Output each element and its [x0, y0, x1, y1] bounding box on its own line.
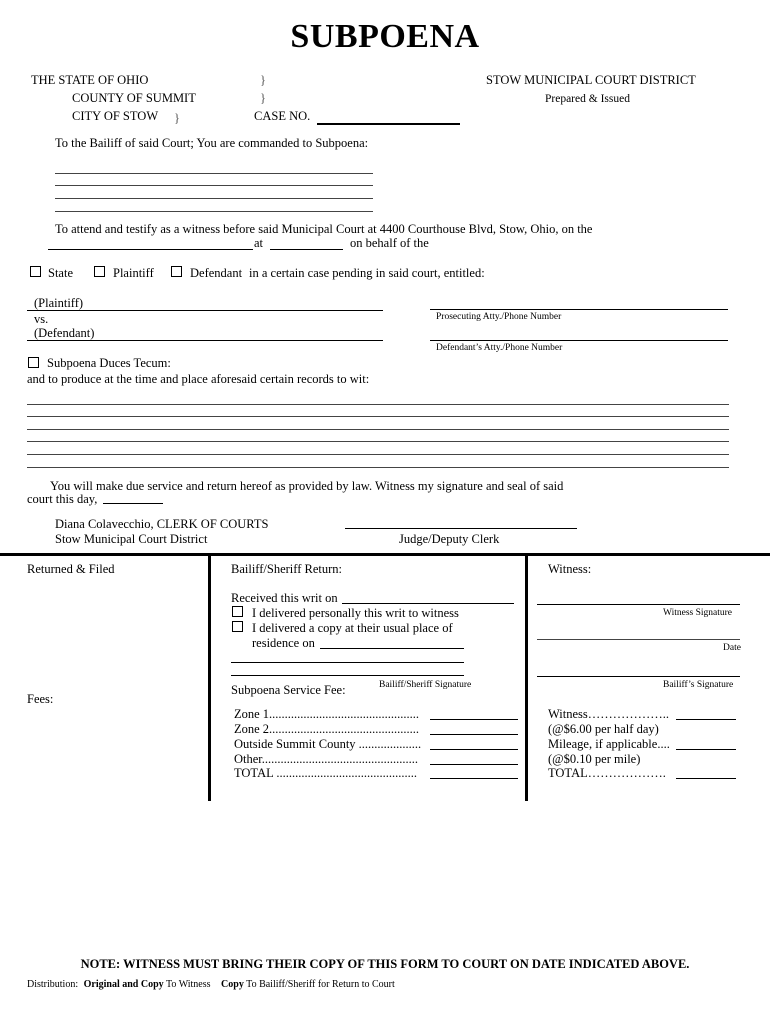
- clerk-name: Diana Colavecchio, CLERK OF COURTS: [55, 517, 269, 531]
- court-name: STOW MUNICIPAL COURT DISTRICT: [486, 73, 696, 87]
- section-divider: [0, 553, 770, 556]
- plaintiff-option-label: Plaintiff: [113, 266, 154, 280]
- subpoena-name-line-1[interactable]: [55, 173, 373, 174]
- vs-label: vs.: [34, 312, 49, 326]
- zone-1-label: Zone 1................................................: [234, 707, 420, 721]
- subpoena-name-line-2[interactable]: [55, 185, 373, 186]
- state-option-label: State: [48, 266, 73, 280]
- witness-total-label: TOTAL……………….: [548, 766, 666, 780]
- zone-2-label: Zone 2................................................: [234, 722, 420, 736]
- service-fee-label: Subpoena Service Fee:: [231, 683, 346, 697]
- defendants-atty-line[interactable]: [430, 340, 728, 341]
- brace-1: }: [260, 73, 266, 87]
- witness-fee-label: Witness………………..: [548, 707, 670, 721]
- judge-label: Judge/Deputy Clerk: [399, 532, 500, 546]
- delivered-personally-label: I delivered personally this writ to witness: [252, 606, 459, 620]
- day-field[interactable]: [103, 503, 163, 504]
- return-extra-line-1[interactable]: [231, 662, 464, 663]
- subpoena-name-line-3[interactable]: [55, 198, 373, 199]
- witness-signature-label: Witness Signature: [663, 608, 733, 618]
- defendant-option-label: Defendant: [190, 266, 243, 280]
- mileage-field[interactable]: [676, 749, 736, 750]
- received-label: Received this writ on: [231, 591, 338, 605]
- records-line-3[interactable]: [27, 429, 729, 430]
- intro-text: To the Bailiff of said Court; You are commanded to Subpoena:: [55, 136, 369, 150]
- defendant-line[interactable]: [27, 340, 383, 341]
- other-field[interactable]: [430, 764, 518, 765]
- outside-summit-field[interactable]: [430, 749, 518, 750]
- distribution-label: Distribution:: [27, 979, 79, 990]
- records-line-4[interactable]: [27, 441, 729, 442]
- mileage-rate: (@$0.10 per mile): [548, 752, 641, 766]
- duces-tecum-checkbox[interactable]: [28, 357, 39, 368]
- defendant-checkbox[interactable]: [171, 266, 182, 277]
- bailiff-signature-label: Bailiff/Sheriff Signature: [379, 680, 472, 690]
- plaintiff-caption: (Plaintiff): [34, 296, 84, 310]
- bailiffs-signature-label: Bailiff’s Signature: [663, 680, 734, 690]
- to-bailiff: To Bailiff/Sheriff for Return to Court: [246, 979, 395, 990]
- city-brace: }: [174, 111, 180, 125]
- prepared-issued: Prepared & Issued: [545, 93, 630, 105]
- records-line-2[interactable]: [27, 416, 729, 417]
- case-no-label: CASE NO.: [254, 109, 311, 123]
- column-divider-left: [208, 554, 211, 801]
- witness-label: Witness:: [548, 562, 592, 576]
- witness-fee-field[interactable]: [676, 719, 736, 720]
- residence-date-line[interactable]: [320, 648, 464, 649]
- duces-tecum-text: and to produce at the time and place aforesaid certain records to wit:: [27, 372, 370, 386]
- delivered-copy-label: I delivered a copy at their usual place of: [252, 621, 453, 635]
- zone-2-field[interactable]: [430, 734, 518, 735]
- witness-total-field[interactable]: [676, 778, 736, 779]
- bailiffs-signature-line[interactable]: [537, 676, 740, 677]
- attend-text: To attend and testify as a witness before said Municipal Court at 4400 Courthouse Blvd, Stow, Ohio, on the: [55, 222, 593, 236]
- fees-label: Fees:: [27, 692, 54, 706]
- pending-text: in a certain case pending in said court, entitled:: [249, 266, 485, 280]
- mileage-label: Mileage, if applicable....: [548, 737, 670, 751]
- county-label: COUNTY OF SUMMIT: [72, 91, 196, 105]
- witness-note: NOTE: WITNESS MUST BRING THEIR COPY OF THIS FORM TO COURT ON DATE INDICATED ABOVE.: [80, 957, 690, 971]
- date-field[interactable]: [48, 249, 253, 250]
- judge-signature-line[interactable]: [345, 528, 577, 529]
- delivered-personally-checkbox[interactable]: [232, 606, 243, 617]
- to-witness: To Witness: [165, 979, 211, 990]
- plaintiff-line[interactable]: [27, 310, 383, 311]
- other-label: Other..................................................: [234, 752, 419, 766]
- delivered-copy-checkbox[interactable]: [232, 621, 243, 632]
- outside-summit-label: Outside Summit County ....................: [234, 737, 422, 751]
- state-label: THE STATE OF OHIO: [31, 73, 149, 87]
- at-label: at: [254, 236, 264, 250]
- records-line-5[interactable]: [27, 454, 729, 455]
- plaintiff-checkbox[interactable]: [94, 266, 105, 277]
- duces-tecum-label: Subpoena Duces Tecum:: [47, 356, 171, 370]
- subpoena-name-line-4[interactable]: [55, 211, 373, 212]
- service-text-1: You will make due service and return hereof as provided by law. Witness my signature and seal of said: [50, 479, 564, 493]
- behalf-label: on behalf of the: [350, 236, 429, 250]
- zone-1-field[interactable]: [430, 719, 518, 720]
- total-label: TOTAL .............................................: [234, 766, 418, 780]
- records-line-1[interactable]: [27, 404, 729, 405]
- records-line-6[interactable]: [27, 467, 729, 468]
- city-label: CITY OF STOW: [72, 109, 159, 123]
- form-title: SUBPOENA: [290, 18, 480, 55]
- clerk-court: Stow Municipal Court District: [55, 532, 208, 546]
- brace-2: }: [260, 91, 266, 105]
- returned-filed-label: Returned & Filed: [27, 562, 115, 576]
- copy-label: Copy: [221, 979, 244, 990]
- date-label: Date: [723, 643, 741, 653]
- defendants-atty-label: Defendant’s Atty./Phone Number: [436, 343, 563, 353]
- case-no-field[interactable]: [317, 123, 460, 125]
- half-day-rate: (@$6.00 per half day): [548, 722, 659, 736]
- total-field[interactable]: [430, 778, 518, 779]
- prosecuting-atty-label: Prosecuting Atty./Phone Number: [436, 312, 562, 322]
- defendant-caption: (Defendant): [34, 326, 95, 340]
- bailiff-return-label: Bailiff/Sheriff Return:: [231, 562, 342, 576]
- state-checkbox[interactable]: [30, 266, 41, 277]
- time-field[interactable]: [270, 249, 343, 250]
- distribution-line: [27, 979, 395, 990]
- residence-on-label: residence on: [252, 636, 315, 650]
- return-extra-line-2[interactable]: [231, 675, 464, 676]
- service-text-2: court this day,: [27, 492, 98, 506]
- received-date-line[interactable]: [342, 603, 514, 604]
- date-line[interactable]: [537, 639, 740, 640]
- original-copy: Original and Copy: [83, 979, 164, 990]
- prosecuting-atty-line[interactable]: [430, 309, 728, 310]
- witness-signature-line[interactable]: [537, 604, 740, 605]
- column-divider-right: [525, 554, 528, 801]
